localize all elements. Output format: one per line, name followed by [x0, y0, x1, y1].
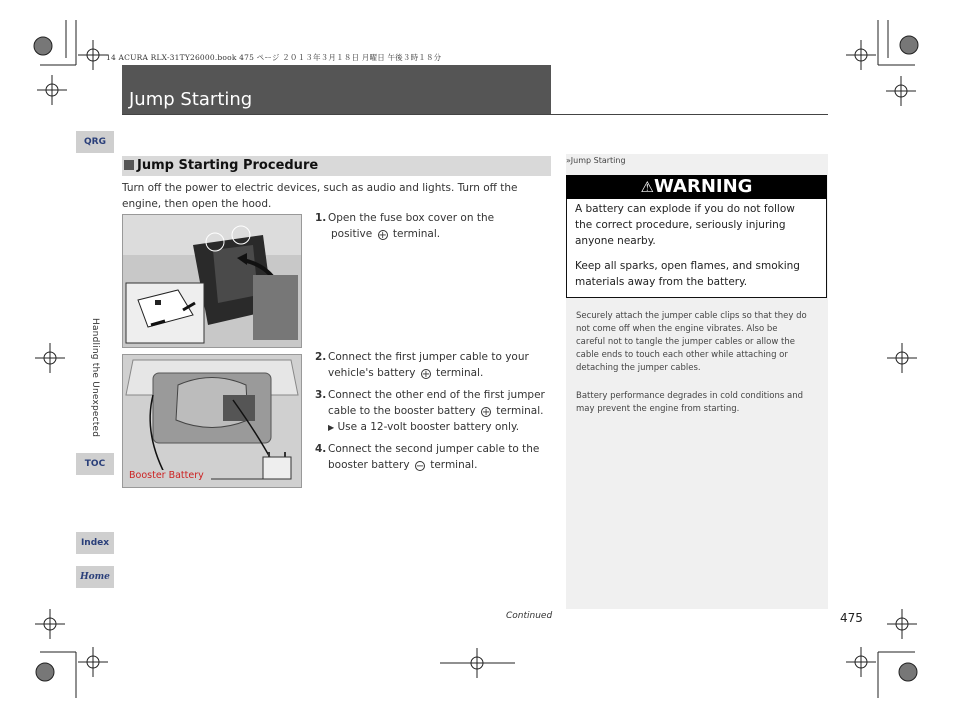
- warning-paragraph-2: Keep all sparks, open flames, and smoking materials away from the battery.: [575, 260, 800, 288]
- title-rule: [122, 114, 828, 115]
- plus-terminal-icon: +: [481, 407, 491, 418]
- qrg-tab[interactable]: QRG: [76, 131, 114, 153]
- step-text: Connect the other end of the first jumper cable to the booster battery + terminal. ▶ Use a 12-volt booster battery only.: [328, 389, 545, 433]
- fuse-box-photo: [122, 214, 302, 348]
- home-tab[interactable]: Home: [76, 566, 114, 588]
- print-header: 14 ACURA RLX-31TY26000.book 475 ページ ２０１３年３月１８日 月曜日 午後３時１８分: [106, 53, 442, 62]
- page-title: Jump Starting: [129, 89, 253, 110]
- engine-bay-photo: [122, 354, 302, 488]
- warning-header: ⚠WARNING: [566, 175, 827, 199]
- step-2: [315, 349, 551, 383]
- step-note: Use a 12-volt booster battery only.: [337, 421, 520, 433]
- step-number: 1.: [315, 212, 327, 224]
- booster-battery-label: Booster Battery: [129, 470, 204, 481]
- minus-terminal-icon: −: [415, 461, 425, 472]
- step-3: [315, 387, 551, 437]
- step-number: 3.: [315, 389, 327, 401]
- toc-tab[interactable]: TOC: [76, 453, 114, 475]
- registration-mark: [899, 663, 917, 681]
- note-arrow-icon: ▶: [328, 423, 335, 432]
- section-marker: [124, 160, 134, 170]
- step-text: Open the fuse box cover on the positive + terminal.: [328, 212, 495, 241]
- registration-mark: [900, 36, 918, 54]
- step-number: 2.: [315, 351, 327, 363]
- index-tab[interactable]: Index: [76, 532, 114, 554]
- page-number: 475: [840, 611, 863, 625]
- step-text: Connect the second jumper cable to the booster battery − terminal.: [328, 443, 540, 472]
- intro-text: Turn off the power to electric devices, such as audio and lights. Turn off the engine, then open the hood.: [122, 182, 518, 210]
- warning-icon: ⚠: [640, 178, 654, 196]
- ref-icon: »: [566, 156, 571, 165]
- warning-paragraph-1: A battery can explode if you do not follow the correct procedure, seriously injuring anyone nearby.: [575, 203, 795, 247]
- step-number: 4.: [315, 443, 327, 455]
- continued-label: Continued: [506, 611, 553, 621]
- reference-link[interactable]: »Jump Starting: [566, 156, 626, 165]
- registration-mark: [36, 663, 54, 681]
- step-4: [315, 441, 551, 475]
- sidebar-note-2: Battery performance degrades in cold conditions and may prevent the engine from starting.: [576, 391, 803, 414]
- sidebar-note-1: Securely attach the jumper cable clips so that they do not come off when the engine vibrates. Also be careful not to tangle the jumper cables or allow the cable ends to touch each other while attaching or detaching the jumper cables.: [576, 311, 807, 373]
- chapter-label: Handling the Unexpected: [90, 318, 100, 438]
- step-1: [315, 210, 551, 244]
- step-text: Connect the first jumper cable to your vehicle's battery + terminal.: [328, 351, 529, 380]
- plus-terminal-icon: +: [378, 230, 387, 241]
- plus-terminal-icon: +: [421, 369, 431, 380]
- registration-mark: [34, 37, 52, 55]
- section-title: Jump Starting Procedure: [137, 158, 319, 173]
